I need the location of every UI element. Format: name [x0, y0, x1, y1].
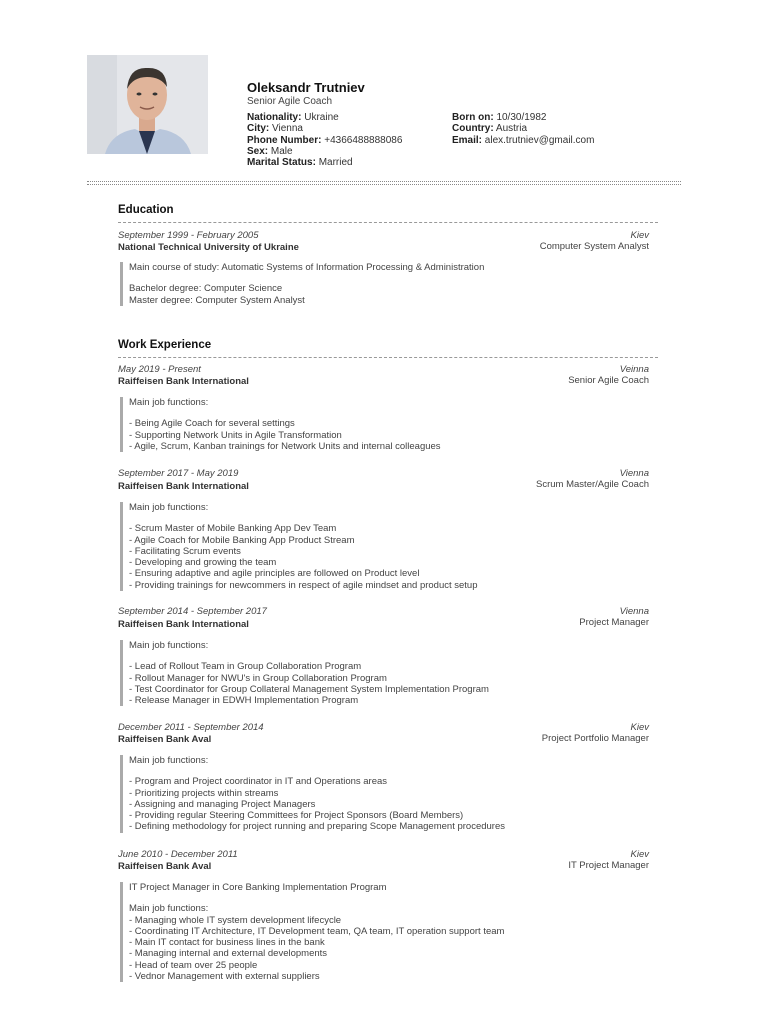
entry-organization: National Technical University of Ukraine: [118, 242, 299, 253]
entry-role: Computer System Analyst: [539, 241, 649, 252]
candidate-headline: Senior Agile Coach: [247, 96, 333, 107]
email-row: Email: alex.trutniev@gmail.com: [452, 134, 595, 146]
personal-info-right: [452, 112, 594, 146]
detail-line: - Providing regular Steering Committees for Project Sponsors (Board Members): [129, 810, 464, 822]
entry-date: May 2019 - Present: [118, 364, 201, 375]
header-divider: [87, 181, 681, 185]
entry-location: Vienna: [619, 606, 649, 617]
detail-line: - Test Coordinator for Group Collateral Management System Implementation Program: [129, 683, 489, 695]
work-experience-heading: Work Experience: [118, 339, 212, 351]
detail-line: Main job functions:: [129, 502, 209, 513]
entry-location: Kiev: [630, 230, 649, 241]
personal-info-left: [247, 112, 402, 168]
entry-location: Kiev: [630, 722, 649, 733]
detail-line: - Defining methodology for project running and preparing Scope Management procedures: [129, 821, 506, 833]
born-on-row: Born on: 10/30/1982: [452, 112, 547, 123]
profile-photo: [87, 55, 208, 154]
country-row: Country: Austria: [452, 123, 528, 135]
entry-date: September 2014 - September 2017: [118, 606, 267, 617]
detail-line: - Supporting Network Units in Agile Transformation: [129, 429, 342, 441]
detail-line: - Rollout Manager for NWU's in Group Collaboration Program: [129, 672, 387, 684]
detail-line: - Being Agile Coach for several settings: [129, 418, 295, 430]
detail-line: - Prioritizing projects within streams: [129, 787, 279, 799]
detail-line: - Coordinating IT Architecture, IT Development team, QA team, IT operation support team: [129, 925, 505, 937]
detail-line: Main job functions:: [129, 640, 209, 651]
entry-details: [120, 502, 659, 591]
entry-date: September 2017 - May 2019: [118, 468, 239, 479]
education-divider: [118, 222, 658, 223]
entry-role: Senior Agile Coach: [568, 375, 649, 386]
detail-line: - Managing whole IT system development lifecycle: [129, 914, 342, 926]
entry-organization: Raiffeisen Bank Aval: [118, 861, 212, 872]
detail-line: - Developing and growing the team: [129, 557, 277, 569]
candidate-name: Oleksandr Trutniev: [247, 80, 365, 95]
detail-line: - Ensuring adaptive and agile principles are followed on Product level: [129, 568, 420, 580]
detail-line: - Program and Project coordinator in IT and Operations areas: [129, 776, 388, 788]
entry-location: Vienna: [619, 468, 649, 479]
entry-details: [120, 882, 659, 982]
entry-date: June 2010 - December 2011: [118, 849, 238, 860]
entry-organization: Raiffeisen Bank International: [118, 619, 249, 630]
entry-organization: Raiffeisen Bank International: [118, 481, 249, 492]
marital-status-row: Marital Status: Married: [247, 157, 353, 169]
detail-line: - Assigning and managing Project Managers: [129, 798, 316, 810]
entry-details: [120, 640, 659, 706]
sex-row: Sex: Male: [247, 145, 293, 157]
entry-details: [120, 262, 659, 306]
entry-date: December 2011 - September 2014: [118, 722, 264, 733]
city-row: City: Vienna: [247, 123, 303, 135]
entry-location: Veinna: [619, 364, 649, 375]
education-heading: Education: [118, 204, 174, 216]
detail-line: Bachelor degree: Computer Science: [129, 283, 283, 295]
detail-line: IT Project Manager in Core Banking Implementation Program: [129, 882, 387, 893]
entry-role: Project Portfolio Manager: [541, 733, 649, 744]
detail-line: - Agile, Scrum, Kanban trainings for Network Units and internal colleagues: [129, 440, 441, 452]
entry-details: [120, 755, 659, 833]
detail-line: - Head of team over 25 people: [129, 959, 258, 971]
detail-line: Main course of study: Automatic Systems of Information Processing & Administration: [129, 262, 485, 273]
entry-date: September 1999 - February 2005: [118, 230, 259, 241]
nationality-row: Nationality: Ukraine: [247, 112, 339, 123]
detail-line: - Scrum Master of Mobile Banking App Dev Team: [129, 523, 337, 535]
entry-organization: Raiffeisen Bank Aval: [118, 734, 212, 745]
entry-role: Project Manager: [579, 617, 649, 628]
detail-line: - Release Manager in EDWH Implementation Program: [129, 695, 359, 707]
detail-line: Main job functions:: [129, 397, 209, 408]
entry-organization: Raiffeisen Bank International: [118, 376, 249, 387]
detail-line: - Providing trainings for newcommers in respect of agile mindset and product setup: [129, 579, 478, 591]
detail-line: - Lead of Rollout Team in Group Collaboration Program: [129, 661, 362, 673]
entry-details: [120, 397, 659, 452]
work-experience-divider: [118, 357, 658, 358]
detail-line: Master degree: Computer System Analyst: [129, 294, 305, 306]
phone-row: Phone Number: +4366488888086: [247, 134, 403, 146]
detail-line: - Managing internal and external developments: [129, 948, 328, 960]
entry-role: Scrum Master/Agile Coach: [536, 479, 649, 490]
detail-line: - Facilitating Scrum events: [129, 545, 241, 557]
detail-line: - Main IT contact for business lines in the bank: [129, 937, 325, 949]
detail-line: - Vednor Management with external suppliers: [129, 971, 320, 983]
entry-role: IT Project Manager: [568, 860, 649, 871]
detail-line: - Agile Coach for Mobile Banking App Product Stream: [129, 534, 355, 546]
detail-line: Main job functions:: [129, 903, 209, 915]
entry-location: Kiev: [630, 849, 649, 860]
detail-line: Main job functions:: [129, 755, 209, 766]
email-link[interactable]: alex.trutniev@gmail.com: [484, 134, 595, 146]
